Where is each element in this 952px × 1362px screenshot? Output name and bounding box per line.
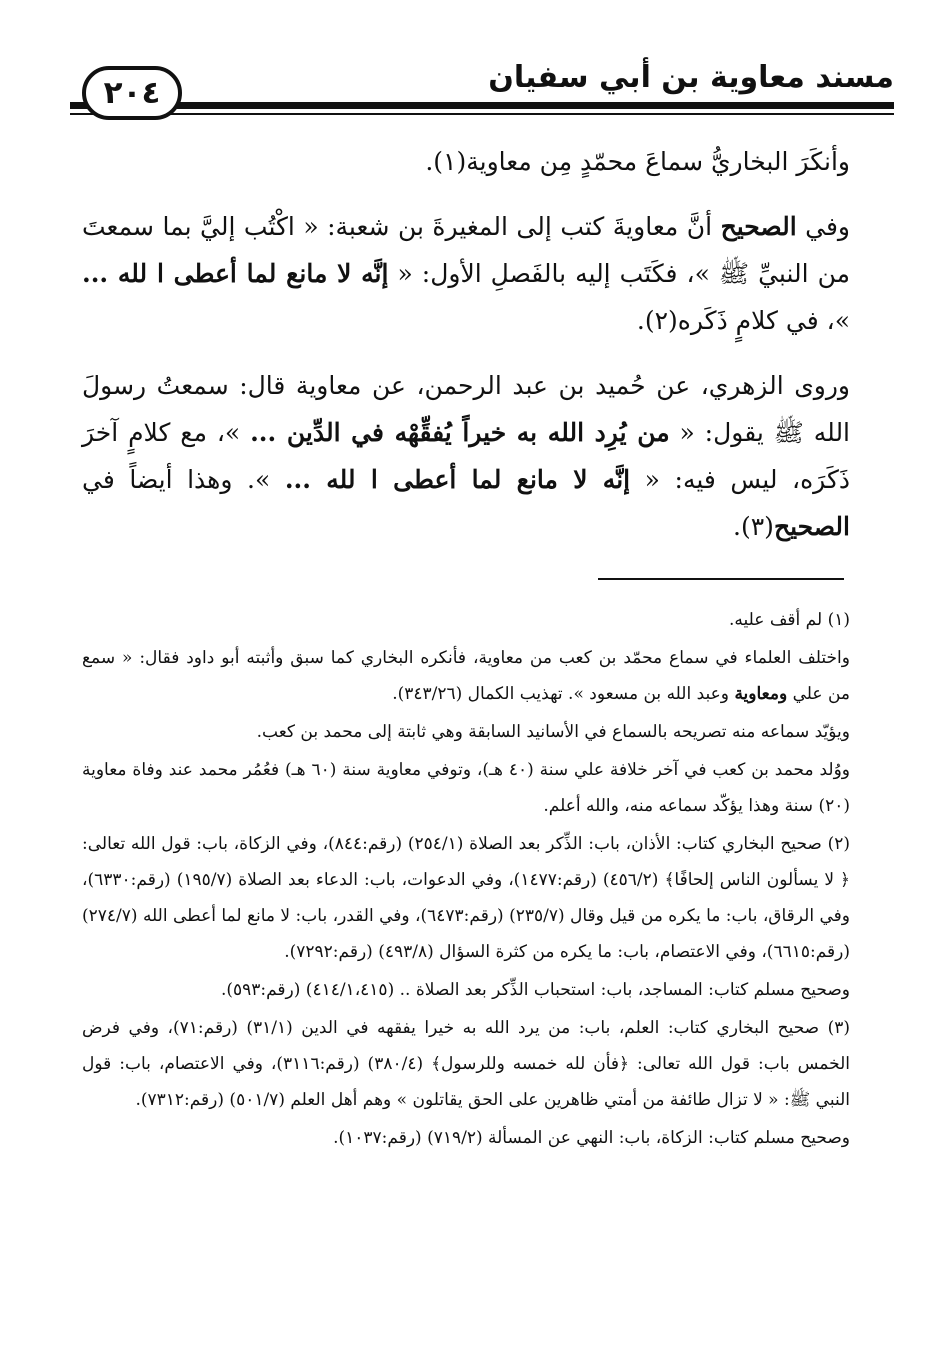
paragraph-1 (82, 138, 850, 185)
paragraph-2 (82, 203, 850, 344)
bold-term-sahih: الصحيح (773, 512, 850, 541)
running-title: مسند معاوية بن أبي سفيان (488, 60, 894, 95)
footnote-separator (598, 578, 844, 580)
footnote-bold-term: ومعاوية (734, 684, 788, 704)
paragraph-3-text: »، مع كلامٍ آخرَ ذَكَرَه، ليس فيه: « (82, 418, 851, 494)
paragraph-1-text: وأنكَرَ البخاريُّ سماعَ محمّدٍ مِن معاوية(١). (425, 147, 850, 176)
footnote-3-paragraph: وصحيح مسلم كتاب: الزكاة، باب: النهي عن المسألة (٧١٩/٢) (رقم:١٠٣٧). (333, 1128, 850, 1148)
paragraph-2-text: »، في كلامٍ ذَكَره(٢). (636, 306, 850, 335)
hadith-quote: إنَّه لا مانع لما أعطى ا لله ... (284, 465, 631, 494)
page-header (70, 58, 894, 128)
header-rule-thin (70, 113, 894, 115)
footnotes (82, 602, 850, 1158)
hadith-quote: إنَّه لا مانع لما أعطى ا لله ... (82, 259, 389, 288)
paragraph-2-text: وفي (796, 212, 851, 241)
footnote-1-paragraph: ووُلد محمد بن كعب في آخر خلافة علي سنة (٤٠ هـ)، وتوفي معاوية سنة (٦٠ هـ) فعُمُر محمد عند وفاة معاوية (٢٠) سنة وهذا يؤكّد سماعه منه، والله أعلم. (82, 760, 851, 816)
footnote-2: (٢) صحيح البخاري كتاب: الأذان، باب: الذِّكر بعد الصلاة (٢٥٤/١) (رقم:٨٤٤)، وفي الزكاة، باب: قول الله تعالى: ﴿ لا يسألون الناس إلحافًا﴾ (٤٥٦/٢) (رقم:١٤٧٧)، وفي الدعوات، باب: الدعاء بعد الصلاة (١٩٥/٧) (رقم:٦٣٣٠)، وفي الرقاق، باب: ما يكره من قيل وقال (٢٣٥/٧) (رقم:٦٤٧٣)، وفي القدر، باب: لا مانع لما أعطى الله (٢٧٤/٧) (رقم:٦٦١٥)، وفي الاعتصام، باب: ما يكره من كثرة السؤال (٤٩٣/٨) (رقم:٧٢٩٢). (82, 834, 851, 962)
paragraph-3-text: (٣). (733, 512, 774, 541)
footnote-1: (١) لم أقف عليه. (729, 610, 850, 630)
bold-term-sahih: الصحيح (720, 212, 797, 241)
footnote-3: (٣) صحيح البخاري كتاب: العلم، باب: من يرد الله به خيرا يفقهه في الدين (٣١/١) (رقم:٧١)، وفي فرض الخمس باب: قول الله تعالى: ﴿فأن لله خمسه وللرسول﴾ (٣٨٠/٤) (رقم:٣١١٦)، وفي الاعتصام، باب: قول النبي ﷺ: « لا تزال طائفة من أمتي ظاهرين على الحق يقاتلون » وهم أهل العلم (٥٠١/٧) (رقم:٧٣١٢). (82, 1018, 851, 1110)
paragraph-3-text: وروى الزهري، عن حُميد بن عبد الرحمن، عن معاوية قال: سمعتُ رسولَ الله ﷺ يقول: « (82, 371, 851, 447)
header-rule (70, 102, 894, 109)
footnote-2-paragraph: وصحيح مسلم كتاب: المساجد، باب: استحباب الذِّكر بعد الصلاة .. (٤١٤/١،٤١٥) (رقم:٥٩٣). (220, 980, 850, 1000)
footnote-text: وعبد الله بن مسعود ». تهذيب الكمال (٣٤٣/٢٦). (392, 684, 735, 704)
paragraph-3-text: ». وهذا أيضاً في (82, 465, 285, 494)
main-text (82, 138, 850, 568)
page-number: ٢٠٤ (82, 66, 182, 120)
footnote-1-paragraph (82, 640, 850, 712)
paragraph-2-text: أنَّ معاويةَ كتب إلى المغيرةَ بن شعبة: « اكْتُب إليَّ بما سمعتَ من النبيِّ ﷺ »، فكَتَب إليه بالفَصلِ الأول: « (82, 212, 851, 288)
footnote-text: واختلف العلماء في سماع محمّد بن كعب من معاوية، فأنكره البخاري كما سبق وأثبته أبو داود فقال: « سمع من علي (82, 648, 850, 704)
paragraph-3 (82, 362, 850, 550)
footnote-1-paragraph: ويؤيّد سماعه منه تصريحه بالسماع في الأسانيد السابقة وهي ثابتة إلى محمد بن كعب. (256, 722, 850, 742)
hadith-quote: من يُرِد الله به خيراً يُفقِّهْه في الدِّين ... (250, 418, 670, 447)
